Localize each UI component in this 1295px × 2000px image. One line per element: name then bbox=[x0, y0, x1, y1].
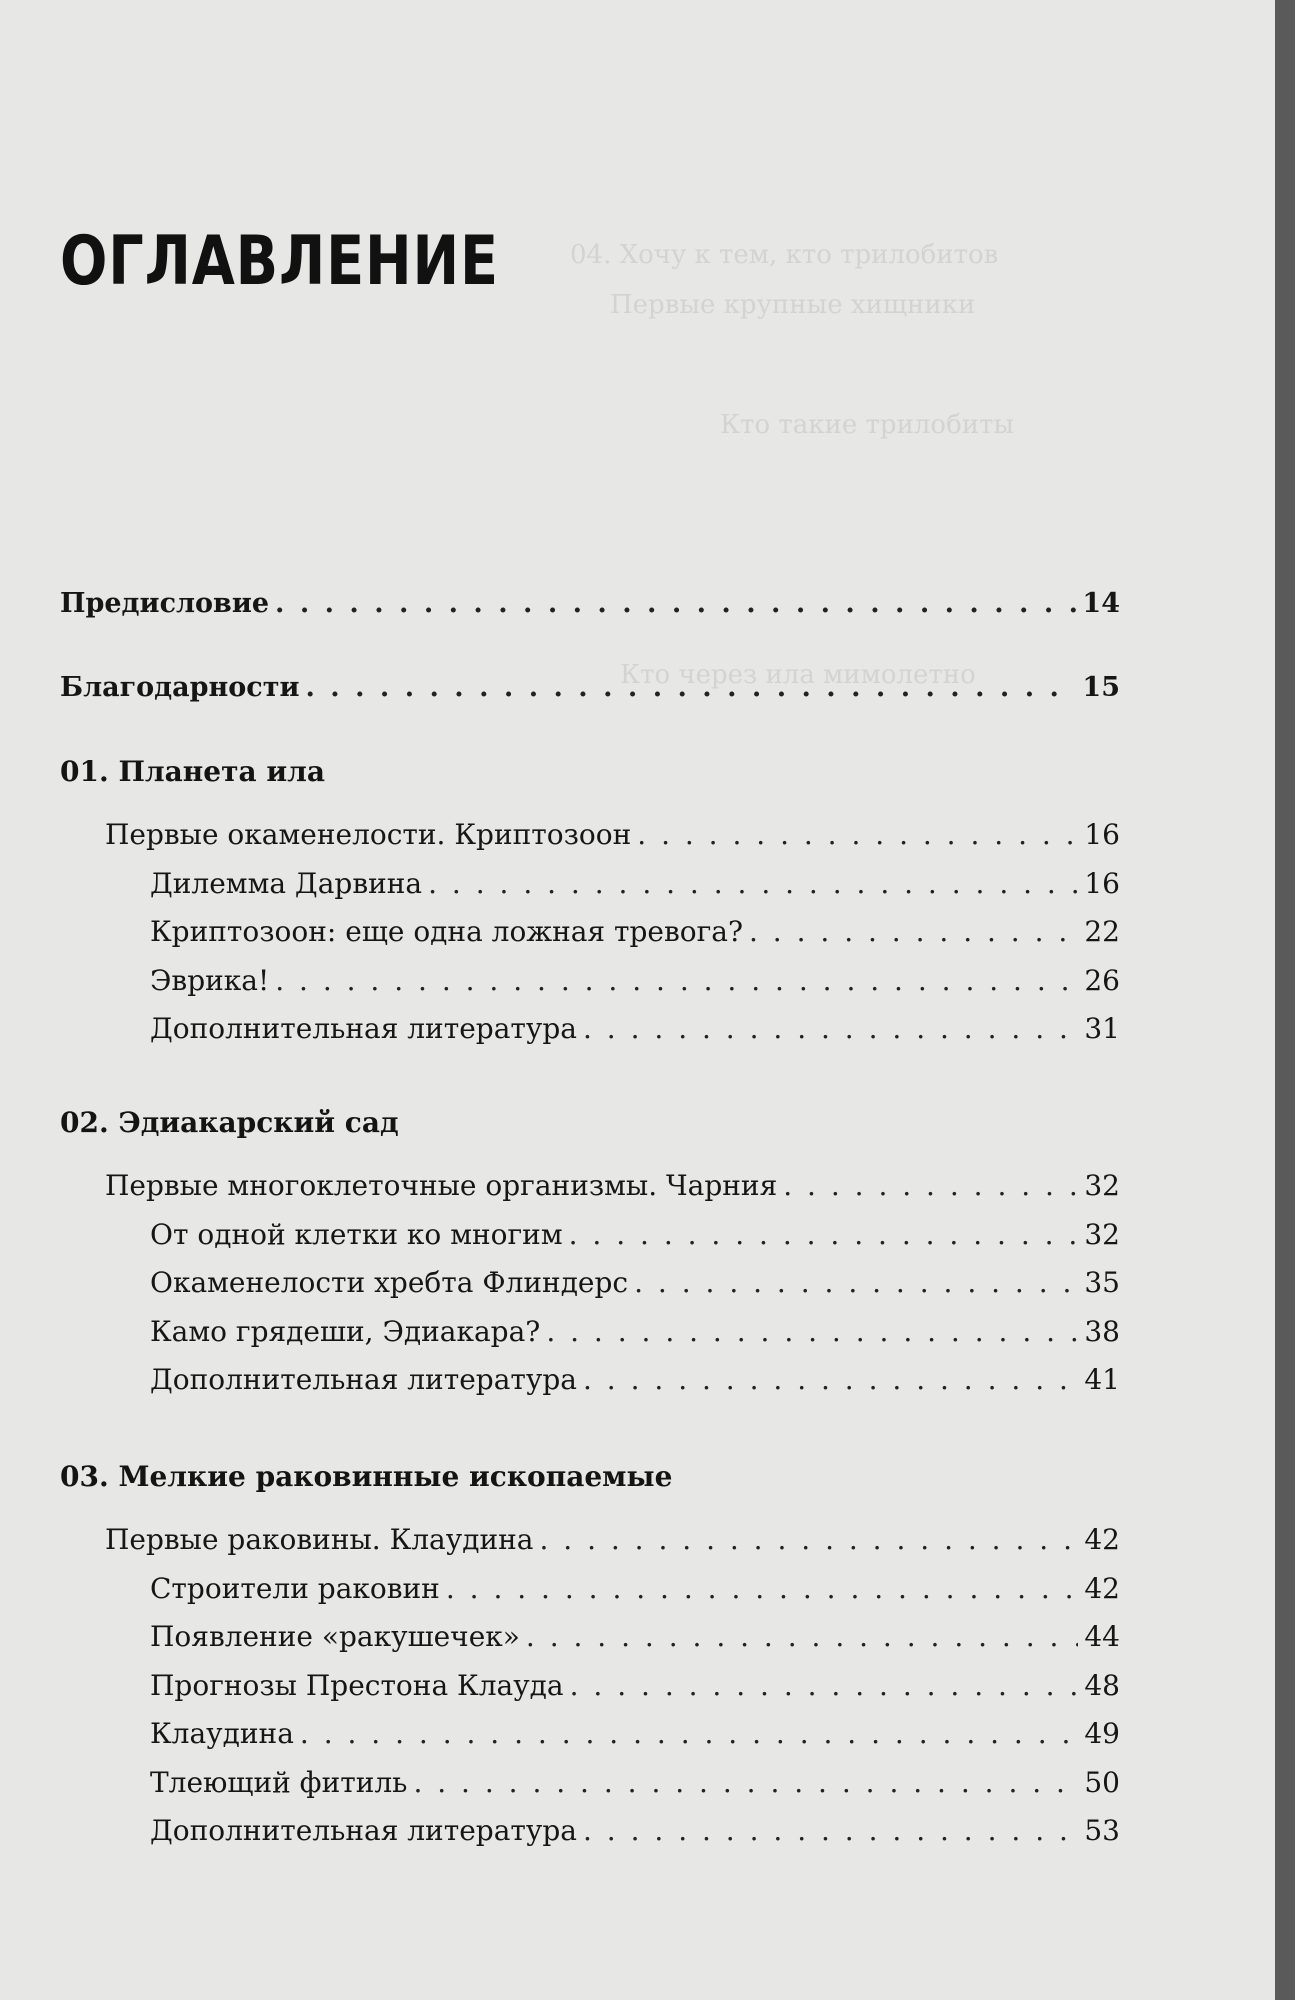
dot-leader bbox=[749, 915, 1078, 948]
toc-item bbox=[150, 1363, 1120, 1396]
toc-item bbox=[150, 1814, 1120, 1847]
toc-entry-label: Строители раковин bbox=[150, 1571, 440, 1605]
toc-page-number: 41 bbox=[1084, 1363, 1120, 1396]
toc-entry-label: Окаменелости хребта Флиндерс bbox=[150, 1266, 629, 1299]
show-through-text: 04. Хочу к тем, кто трилобитов bbox=[570, 240, 999, 270]
dot-leader bbox=[570, 1669, 1079, 1702]
toc-section bbox=[105, 1523, 1120, 1556]
toc-entry-acknowledgements bbox=[60, 672, 1120, 703]
dot-leader bbox=[428, 867, 1078, 900]
toc-page-number: 16 bbox=[1084, 818, 1120, 851]
toc-item bbox=[150, 1572, 1120, 1605]
toc-entry-label: Эврика! bbox=[150, 963, 270, 997]
toc-page-number: 32 bbox=[1084, 1169, 1120, 1202]
show-through-text: Кто через ила мимолетно bbox=[620, 660, 976, 690]
dot-leader bbox=[637, 818, 1078, 851]
dot-leader bbox=[275, 964, 1078, 997]
dot-leader bbox=[783, 1169, 1078, 1202]
toc-page-number: 14 bbox=[1082, 588, 1120, 619]
toc-page-number: 26 bbox=[1084, 963, 1120, 997]
dot-leader bbox=[300, 1717, 1078, 1750]
toc-page-number: 32 bbox=[1084, 1217, 1120, 1251]
show-through-text: Первые крупные хищники bbox=[610, 290, 976, 320]
toc-entry-label: Клаудина bbox=[150, 1717, 294, 1750]
page-title: ОГЛАВЛЕНИЕ bbox=[60, 222, 499, 301]
dot-leader bbox=[446, 1572, 1079, 1605]
toc-item bbox=[150, 1717, 1120, 1750]
toc-entry-label: Дополнительная литература bbox=[150, 1814, 577, 1847]
toc-entry-label: Первые многоклеточные организмы. Чарния bbox=[105, 1169, 778, 1202]
toc-page-number: 49 bbox=[1084, 1717, 1120, 1750]
toc-page-number: 35 bbox=[1084, 1266, 1120, 1299]
dot-leader bbox=[583, 1363, 1078, 1396]
toc-entry-label: Криптозоон: еще одна ложная тревога? bbox=[150, 915, 743, 948]
toc-page-number: 38 bbox=[1084, 1314, 1120, 1348]
dot-leader bbox=[413, 1766, 1078, 1799]
toc-page-number: 22 bbox=[1084, 915, 1120, 948]
dot-leader bbox=[306, 672, 1077, 703]
toc-page-number: 50 bbox=[1084, 1765, 1120, 1799]
toc-entry-label: Появление «ракушечек» bbox=[150, 1620, 520, 1653]
show-through-text: Кто такие трилобиты bbox=[720, 410, 1015, 440]
toc-entry-label: Предисловие bbox=[60, 588, 270, 619]
toc-entry-label: Камо грядеши, Эдиакара? bbox=[150, 1314, 541, 1348]
toc-page-number: 53 bbox=[1084, 1814, 1120, 1847]
dot-leader bbox=[634, 1266, 1078, 1299]
toc-item bbox=[150, 1669, 1120, 1702]
toc-page-number: 16 bbox=[1084, 866, 1120, 900]
toc-page-number: 42 bbox=[1084, 1571, 1120, 1605]
toc-item bbox=[150, 1012, 1120, 1045]
toc-entry-label: Благодарности bbox=[60, 672, 300, 703]
toc-item bbox=[150, 867, 1120, 900]
toc-entry-label: Дополнительная литература bbox=[150, 1012, 577, 1045]
toc-section bbox=[105, 1169, 1120, 1202]
dot-leader bbox=[539, 1523, 1078, 1556]
toc-page-number: 31 bbox=[1084, 1012, 1120, 1045]
chapter-heading: 01. Планета ила bbox=[60, 755, 325, 788]
toc-entry-label: Первые раковины. Клаудина bbox=[105, 1523, 534, 1556]
toc-item bbox=[150, 1315, 1120, 1348]
chapter-heading: 02. Эдиакарский сад bbox=[60, 1106, 399, 1139]
toc-section bbox=[105, 818, 1120, 851]
dot-leader bbox=[569, 1218, 1079, 1251]
dot-leader bbox=[583, 1012, 1078, 1045]
dot-leader bbox=[526, 1620, 1078, 1653]
toc-entry-label: Тлеющий фитиль bbox=[150, 1765, 408, 1799]
dot-leader bbox=[546, 1315, 1078, 1348]
toc-item bbox=[150, 1266, 1120, 1299]
dot-leader bbox=[583, 1814, 1078, 1847]
toc-page-number: 44 bbox=[1084, 1620, 1120, 1653]
toc-entry-preface bbox=[60, 588, 1120, 619]
toc-entry-label: Прогнозы Престона Клауда bbox=[150, 1668, 564, 1702]
dot-leader bbox=[275, 588, 1076, 619]
toc-entry-label: Первые окаменелости. Криптозоон bbox=[105, 818, 632, 851]
toc-entry-label: Дополнительная литература bbox=[150, 1363, 577, 1396]
toc-item bbox=[150, 1620, 1120, 1653]
toc-item bbox=[150, 964, 1120, 997]
toc-page-number: 15 bbox=[1082, 672, 1120, 703]
toc-item bbox=[150, 915, 1120, 948]
toc-item bbox=[150, 1766, 1120, 1799]
toc-page-number: 48 bbox=[1084, 1668, 1120, 1702]
toc-entry-label: Дилемма Дарвина bbox=[150, 866, 423, 900]
toc-item bbox=[150, 1218, 1120, 1251]
chapter-heading: 03. Мелкие раковинные ископаемые bbox=[60, 1460, 673, 1493]
toc-entry-label: От одной клетки ко многим bbox=[150, 1217, 563, 1251]
toc-page-number: 42 bbox=[1084, 1523, 1120, 1556]
